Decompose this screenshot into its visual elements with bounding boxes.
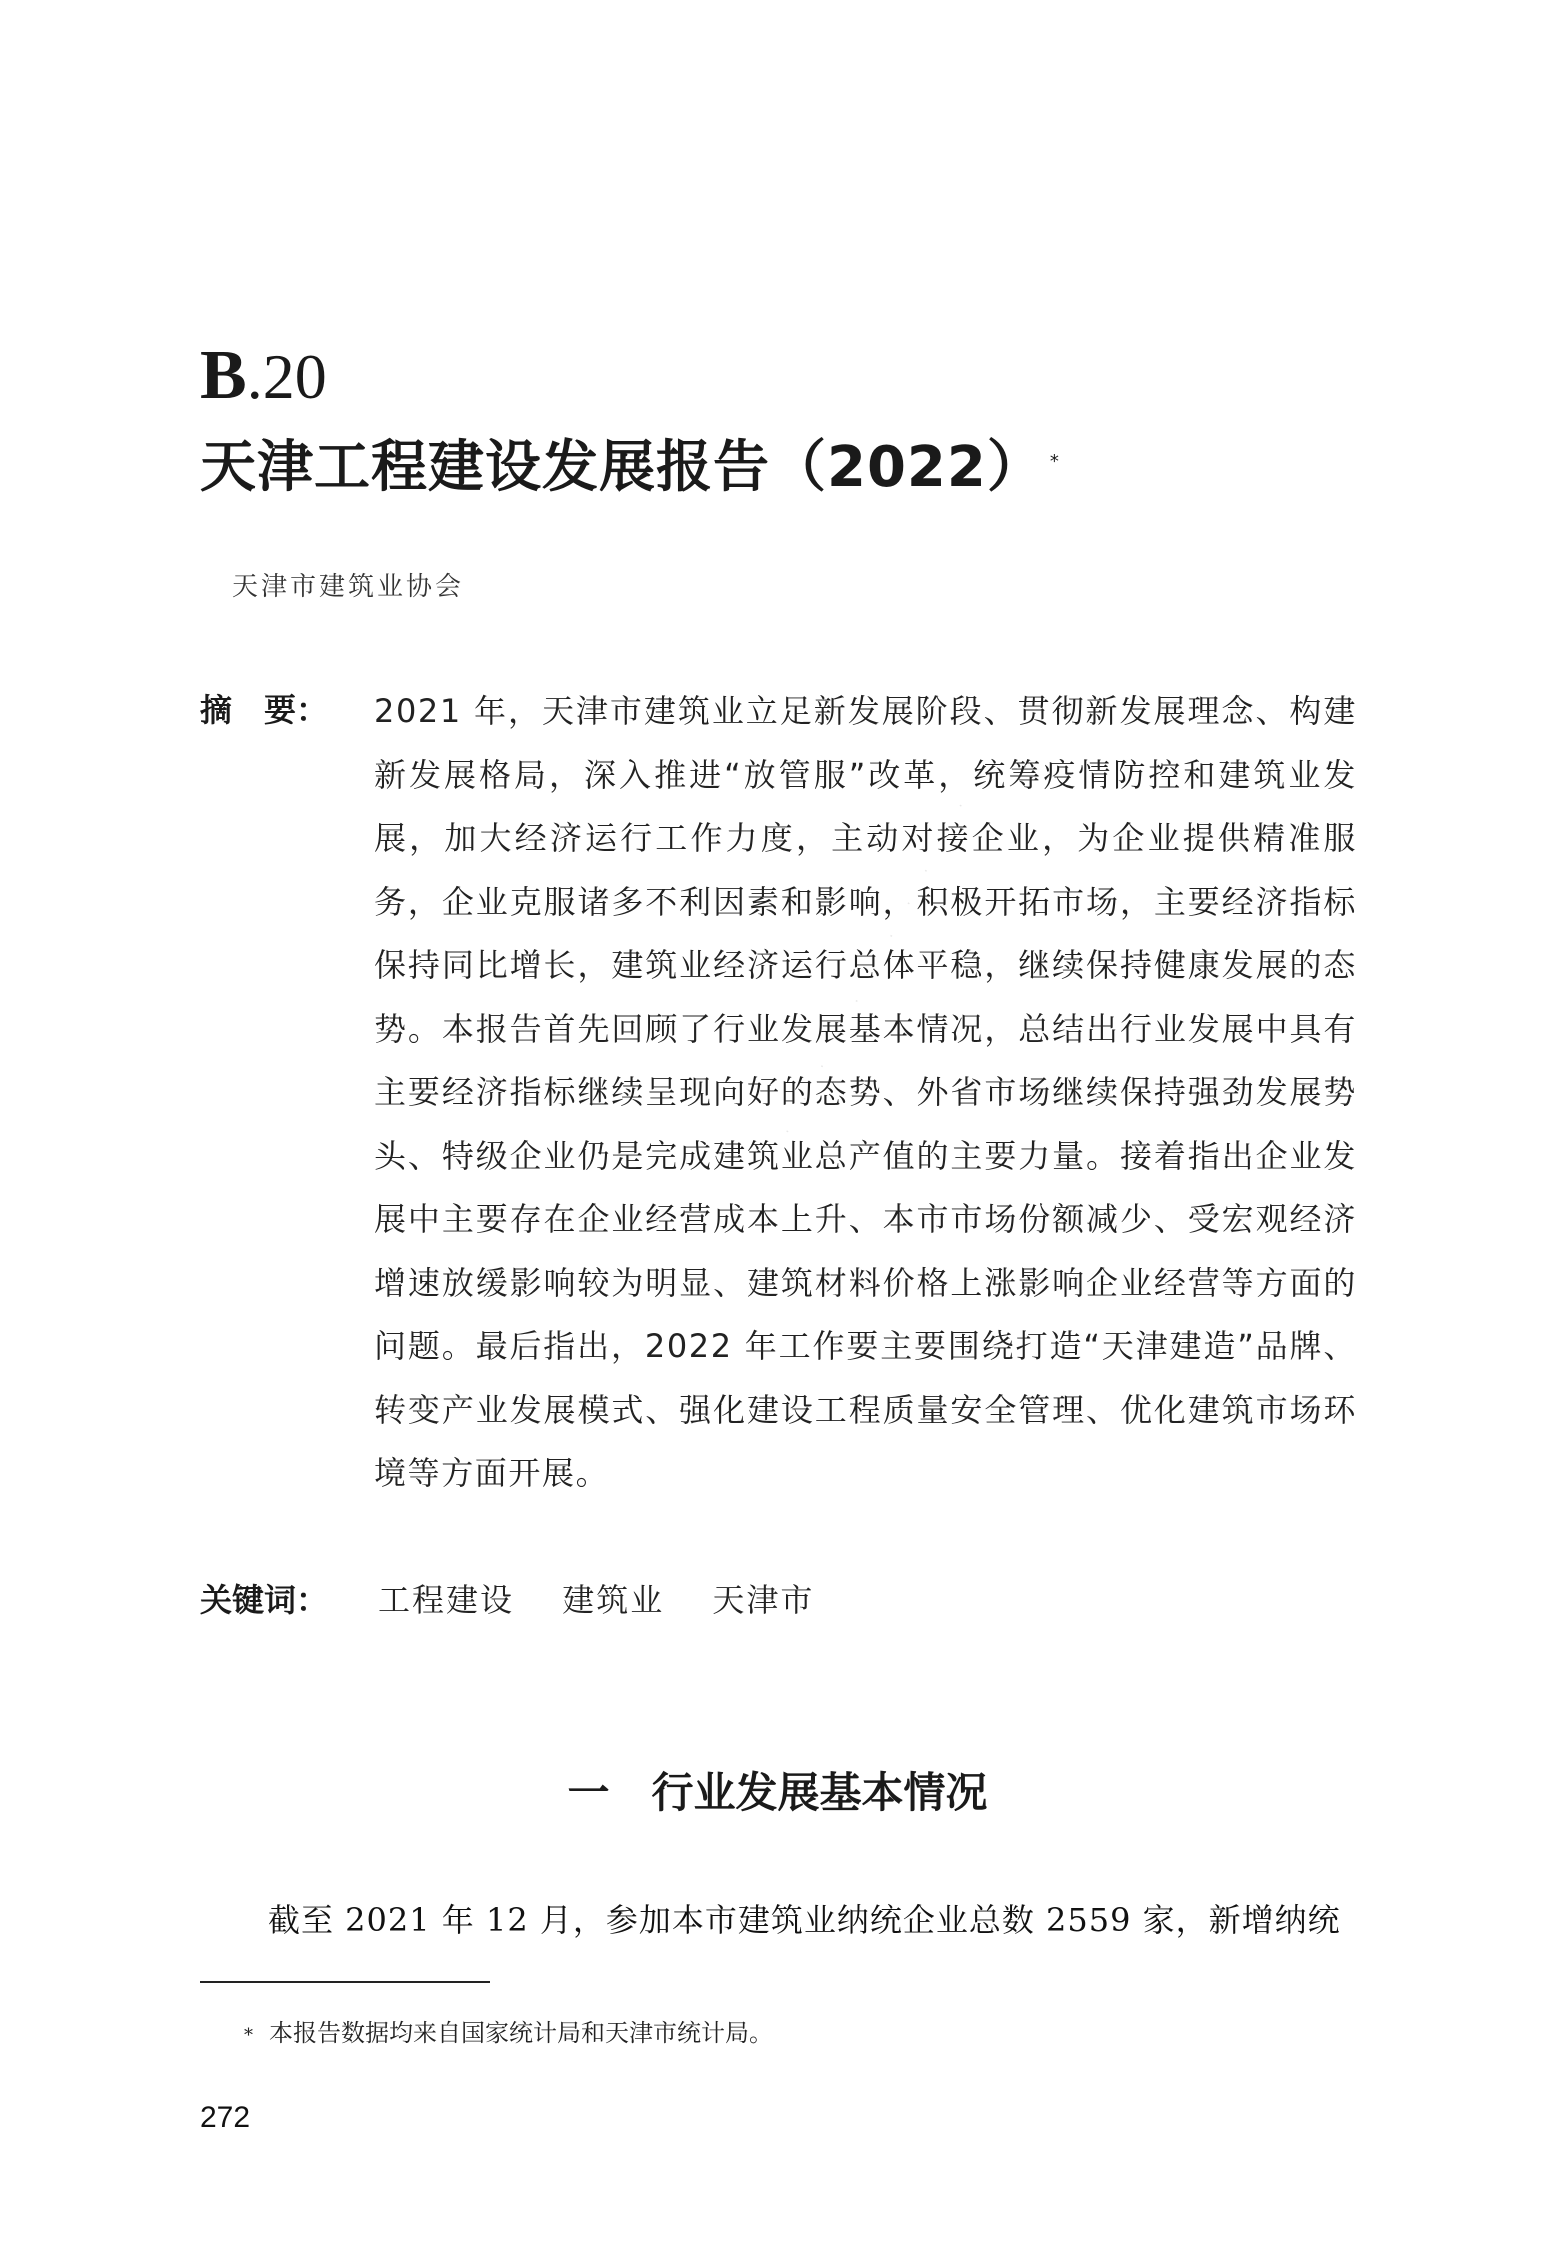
- keyword-item: 建筑业: [562, 1581, 665, 1619]
- abstract-label: 摘 要：: [200, 691, 329, 729]
- report-label-number: .20: [246, 341, 327, 412]
- footnote: [244, 2017, 773, 2052]
- section-title: 行业发展基本情况: [651, 1768, 988, 1817]
- keyword-item: 天津市: [712, 1581, 815, 1619]
- body-paragraph: 截至 2021 年 12 月，参加本市建筑业纳统企业总数 2559 家，新增纳统: [268, 1901, 1341, 1939]
- abstract-text: 2021 年，天津市建筑业立足新发展阶段、贯彻新发展理念、构建新发展格局，深入推进“放管服”改革，统筹疫情防控和建筑业发展，加大经济运行工作力度，主动对接企业，为企业提供精准服务，企业克服诸多不利因素和影响，积极开拓市场，主要经济指标保持同比增长，建筑业经济运行总体平稳，继续保持健康发展的态势。本报告首先回顾了行业发展基本情况，总结出行业发展中具有主要经济指标继续呈现向好的态势、外省市场继续保持强劲发展势头、特级企业仍是完成建筑业总产值的主要力量。接着指出企业发展中主要存在企业经营成本上升、本市市场份额减少、受宏观经济增速放缓影响较为明显、建筑材料价格上涨影响企业经营等方面的问题。最后指出，2022 年工作要主要围绕打造“天津建造”品牌、转变产业发展模式、强化建设工程质量安全管理、优化建筑市场环境等方面开展。: [374, 692, 1357, 1492]
- keyword-item: 工程建设: [378, 1581, 515, 1619]
- report-title: [200, 432, 1060, 504]
- keywords-list: [378, 1580, 850, 1620]
- watermark: · · · · · · · · · · · ·: [780, 755, 994, 1138]
- footnote-text: 本报告数据均来自国家统计局和天津市统计局。: [269, 2019, 773, 2047]
- keywords-label: 关键词：: [200, 1581, 329, 1619]
- report-title-text: 天津工程建设发展报告（2022）: [200, 435, 1044, 500]
- page-number: 272: [200, 2101, 251, 2134]
- title-footnote-mark: *: [1049, 451, 1060, 472]
- footnote-mark: *: [244, 2025, 253, 2046]
- report-label-letter: B: [200, 337, 247, 414]
- report-label: [200, 337, 327, 414]
- footnote-divider: [200, 1981, 490, 1983]
- section-number: 一: [567, 1768, 610, 1817]
- report-author: 天津市建筑业协会: [232, 572, 465, 602]
- section-heading: [0, 1768, 1555, 1818]
